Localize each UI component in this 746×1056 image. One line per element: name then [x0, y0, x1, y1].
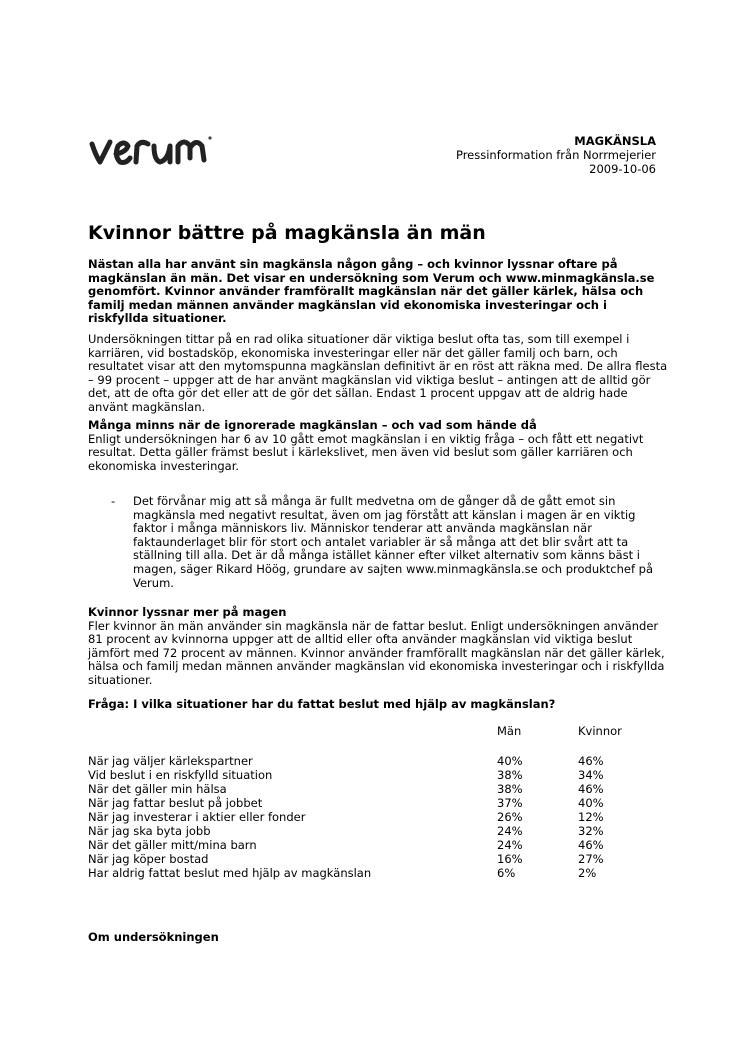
row-value-man: 24% [497, 824, 523, 838]
row-value-kvinnor: 34% [578, 768, 604, 782]
row-value-kvinnor: 46% [578, 838, 604, 852]
date-label: 2009-10-06 [589, 162, 656, 176]
section-heading: Kvinnor lyssnar mer på magen [88, 605, 287, 619]
row-value-man: 40% [497, 754, 523, 768]
table-row [88, 866, 668, 880]
row-value-kvinnor: 2% [578, 866, 597, 880]
row-value-kvinnor: 27% [578, 852, 604, 866]
row-value-man: 26% [497, 810, 523, 824]
source-label: Pressinformation från Norrmejerier [455, 148, 656, 162]
verum-logo [86, 118, 226, 178]
row-label: Har aldrig fattat beslut med hjälp av magkänslan [88, 866, 372, 880]
section-text: Enligt undersökningen har 6 av 10 gått emot magkänslan i en viktig fråga – och fått ett negativt resultat. Detta gäller främst beslut i kärlekslivet, men även vid beslut som gäller karriären och ekonomiska investeringar. [88, 431, 644, 473]
row-label: När jag ska byta jobb [88, 824, 211, 838]
survey-question: Fråga: I vilka situationer har du fattat beslut med hjälp av magkänslan? [88, 697, 556, 711]
row-label: När jag väljer kärlekspartner [88, 754, 253, 768]
row-value-man: 38% [497, 768, 523, 782]
lead-paragraph: Nästan alla har använt sin magkänsla någon gång – och kvinnor lyssnar oftare på magkänslan än män. Det visar en undersökning som Verum och www.minmagkänsla.se genomfört. Kvinnor använder framförallt magkänslan när det gäller kärlek, hälsa och familj medan männen använder magkänslan vid ekonomiska investeringar och i riskfyllda situationer. [88, 257, 655, 326]
column-header-man: Män [497, 724, 522, 738]
row-value-man: 16% [497, 852, 523, 866]
body-paragraph: Undersökningen tittar på en rad olika situationer där viktiga beslut ofta tas, som till exempel i karriären, vid bostadsköp, ekonomiska investeringar eller när det gäller familj och barn, och resultatet visar att den mytomspunna magkänslan definitivt är en röst att räkna med. De allra flesta – 99 procent – uppger att de har använt magkänslan vid viktiga beslut – antingen att de alltid gör det, att de ofta gör det eller att de gör det sällan. Endast 1 procent uppgav att de aldrig hade använt magkänslan. [88, 332, 668, 414]
row-value-kvinnor: 46% [578, 754, 604, 768]
table-row [88, 796, 668, 810]
about-survey-heading: Om undersökningen [88, 930, 219, 944]
verum-logo-graphic [86, 118, 226, 178]
row-label: När jag investerar i aktier eller fonder [88, 810, 306, 824]
section-text: Fler kvinnor än män använder sin magkänsla när de fattar beslut. Enligt undersökningen använder 81 procent av kvinnorna uppger att de alltid eller ofta använder magkänslan vid viktiga beslut jämfört med 72 procent av männen. Kvinnor använder framförallt magkänslan när det gäller kärlek, hälsa och familj medan männen använder magkänslan vid ekonomiska investeringar och i riskfyllda situationer. [88, 618, 665, 687]
section-women-listen [88, 606, 668, 688]
table-row [88, 824, 668, 838]
section-ignored-gut-feeling [88, 419, 668, 473]
row-value-man: 37% [497, 796, 523, 810]
quote-dash: - [111, 494, 116, 508]
row-value-kvinnor: 12% [578, 810, 604, 824]
category-label: MAGKÄNSLA [574, 134, 656, 148]
row-value-man: 38% [497, 782, 523, 796]
row-value-man: 6% [497, 866, 516, 880]
article-title: Kvinnor bättre på magkänsla än män [88, 222, 486, 244]
row-label: Vid beslut i en riskfylld situation [88, 768, 273, 782]
table-row [88, 754, 668, 768]
row-label: När jag fattar beslut på jobbet [88, 796, 263, 810]
table-row [88, 810, 668, 824]
table-row [88, 768, 668, 782]
row-value-kvinnor: 46% [578, 782, 604, 796]
column-header-kvinnor: Kvinnor [578, 724, 622, 738]
row-label: När det gäller min hälsa [88, 782, 227, 796]
row-label: När jag köper bostad [88, 852, 209, 866]
row-value-man: 24% [497, 838, 523, 852]
row-value-kvinnor: 32% [578, 824, 604, 838]
press-header [456, 134, 656, 176]
row-label: När det gäller mitt/mina barn [88, 838, 257, 852]
quote-text: Det förvånar mig att så många är fullt medvetna om de gånger då de gått emot sin magkänsla med negativt resultat, även om jag förstått att känslan i magen är en viktig faktor i många människors liv. Människor tenderar att använda magkänslan när faktaunderlaget blir för stort och antalet variabler är så många att det blir svårt att ta ställning till alla. Det är då många istället känner efter vilket alternativ som känns bäst i magen, säger Rikard Höög, grundare av sajten www.minmagkänsla.se och produktchef på Verum. [133, 494, 654, 590]
table-row [88, 852, 668, 866]
table-row [88, 782, 668, 796]
row-value-kvinnor: 40% [578, 796, 604, 810]
table-row [88, 838, 668, 852]
section-heading: Många minns när de ignorerade magkänslan – och vad som hände då [88, 418, 537, 432]
